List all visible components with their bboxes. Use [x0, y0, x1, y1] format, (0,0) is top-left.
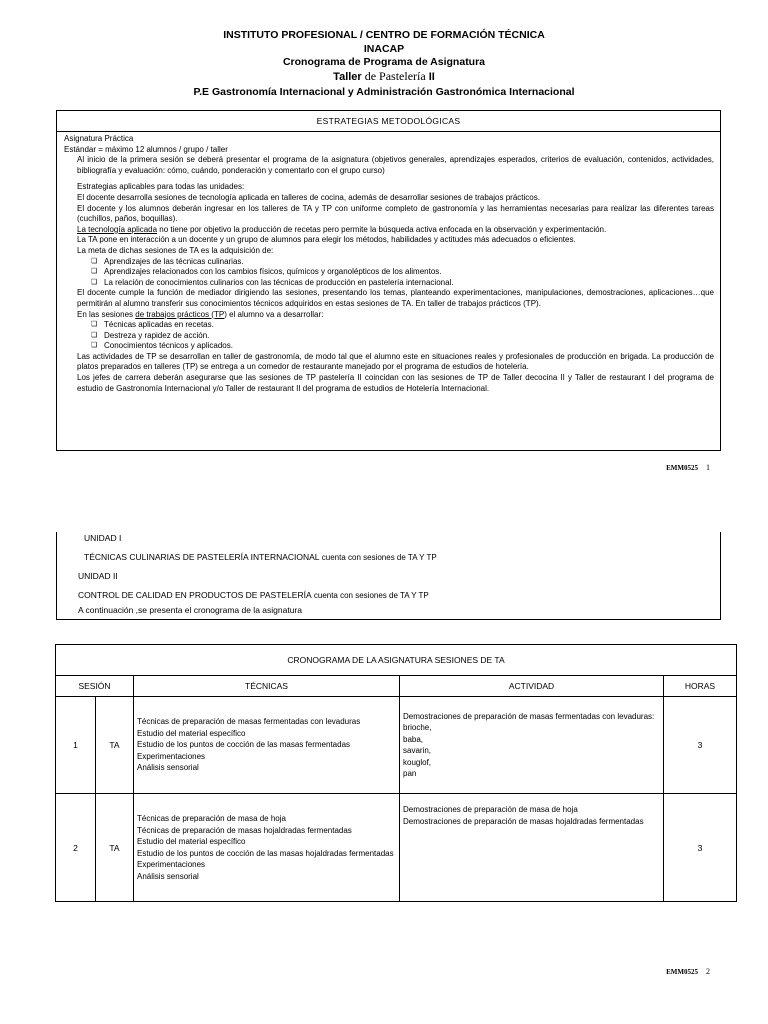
- intro-paragraph: Al inicio de la primera sesión se deberá presentar el programa de la asignatura (objetivos generales, aprendizajes esperados, criterios de evaluación, contenidos, actividades, bibliografía y evaluación: cómo, cuándo, ponderación y comentarlo con el grupo curso): [77, 155, 714, 175]
- activity-item: brioche,: [403, 723, 432, 732]
- technique-item: Estudio del material específico: [137, 837, 246, 846]
- tp-bullet: ❏ Conocimientos técnicos y aplicados.: [77, 341, 714, 352]
- course-title: [0, 69, 768, 84]
- technique-item: Experimentaciones: [137, 751, 206, 761]
- institution-title: INSTITUTO PROFESIONAL / CENTRO DE FORMACIÓN TÉCNICA: [223, 29, 545, 41]
- activity-item: Demostraciones de preparación de masas fermentadas con levaduras:: [403, 711, 655, 721]
- strategies-p8-post: ) el alumno va a desarrollar:: [224, 309, 324, 319]
- strategies-p5: La TA pone en interacción a un docente y un grupo de alumnos para elegir los métodos, habilidades y actitudes más adecuados o eficientes.: [77, 235, 576, 245]
- practical-work-term: de trabajos prácticos (TP: [135, 309, 225, 319]
- subject-type: Asignatura Práctica: [64, 134, 134, 143]
- strategies-p2: El docente desarrolla sesiones de tecnología aplicada en talleres de cocina, además de desarrollar sesiones de trabajos prácticos.: [77, 192, 540, 202]
- techniques-cell: [134, 697, 400, 794]
- technique-item: Estudio de los puntos de cocción de las masas hojaldradas fermentadas: [137, 848, 394, 858]
- strategies-body: [64, 182, 714, 394]
- table-row: [56, 794, 737, 902]
- document-title: Cronograma de Programa de Asignatura: [282, 56, 486, 68]
- continuation-text: A continuación ,se presenta el cronograma de la asignatura: [78, 605, 302, 615]
- schedule-table: [55, 644, 737, 902]
- footer-code: EMM0525: [666, 464, 698, 472]
- activity-item: Demostraciones de preparación de masas hojaldradas fermentadas: [403, 816, 644, 826]
- activity-item: pan: [403, 769, 417, 778]
- techniques-cell: [134, 794, 400, 902]
- schedule-title-row: [56, 645, 737, 676]
- session-type: TA: [96, 794, 134, 902]
- strategies-box: [56, 110, 721, 451]
- hours-value: 3: [664, 697, 737, 794]
- units-box: [56, 532, 721, 620]
- page-footer-1: [666, 463, 710, 472]
- activity-cell: [400, 697, 664, 794]
- session-number: 1: [56, 697, 96, 794]
- strategies-p4: [77, 225, 714, 236]
- page-footer-2: [666, 967, 710, 976]
- footer-page-number: 2: [706, 967, 710, 976]
- strategies-p8: [77, 310, 714, 321]
- tp-bullet: ❏ Destreza y rapidez de acción.: [77, 331, 714, 342]
- ta-bullet: ❏ La relación de conocimientos culinarios con las técnicas de producción en pastelería internacional.: [77, 278, 714, 289]
- strategies-p7: El docente cumple la función de mediador dirigiendo las sesiones, presentando los temas, planteando experimentaciones, manipulaciones, demostraciones, aplicaciones…que permitirán al alumno transferir sus conocimientos técnicos adquiridos en estas sesiones de TA. En taller de trabajos prácticos (TP).: [77, 288, 714, 308]
- technique-item: Técnicas de preparación de masa de hoja: [137, 814, 286, 823]
- activity-item: Demostraciones de preparación de masa de hoja: [403, 805, 578, 814]
- strategies-p4-rest: no tiene por objetivo la producción de recetas pero permite la búsqueda activa enfocada en la observación y experimentación.: [157, 224, 607, 234]
- technique-item: Análisis sensorial: [137, 763, 199, 773]
- activity-cell: [400, 794, 664, 902]
- technique-item: Análisis sensorial: [137, 871, 199, 881]
- course-title-suffix: II: [428, 71, 435, 83]
- unit-2-description: [78, 590, 429, 600]
- col-header-sesion: SESIÓN: [56, 676, 134, 697]
- activity-item: baba,: [403, 734, 424, 744]
- col-header-horas: HORAS: [664, 676, 737, 697]
- session-number: 2: [56, 794, 96, 902]
- strategies-p10: Los jefes de carrera deberán asegurarse que las sesiones de TP pastelería II coincidan con las sesiones de TP de Taller decocina II y Taller de restaurant I del programa de estudio de Gastronomía Internacional y/o Taller de restaurant II del programa de estudios de Hotelería Internacional.: [77, 373, 714, 393]
- strategies-content: [57, 132, 720, 394]
- unit-1-suffix: cuenta con sesiones de TA Y TP: [319, 553, 437, 562]
- course-title-main: de Pastelería: [364, 69, 426, 83]
- applied-technology-term: La tecnología aplicada: [77, 224, 158, 234]
- tp-bullet: ❏ Técnicas aplicadas en recetas.: [77, 320, 714, 331]
- unit-1-description: [84, 552, 437, 562]
- strategies-p6: La meta de dichas sesiones de TA es la adquisición de:: [77, 245, 274, 255]
- ta-bullet: ❏ Aprendizajes relacionados con los cambios físicos, químicos y organolépticos de los alimentos.: [77, 267, 714, 278]
- footer-code: EMM0525: [666, 968, 698, 976]
- technique-item: Técnicas de preparación de masas hojaldradas fermentadas: [137, 825, 352, 835]
- unit-2-label: UNIDAD II: [78, 571, 118, 581]
- unit-1-label: UNIDAD I: [84, 533, 122, 543]
- unit-1-title: TÉCNICAS CULINARIAS DE PASTELERÍA INTERNACIONAL: [84, 552, 320, 562]
- strategies-p9: Las actividades de TP se desarrollan en taller de gastronomía, de modo tal que el alumno este en situaciones reales y profesionales de producción en brigada. La producción de platos preparados en talleres (TP) se entrega a un comedor de restaurante manejado por el programa de estudios de hotelería.: [77, 351, 714, 372]
- strategies-p3: El docente y los alumnos deberán ingresar en los talleres de TA y TP con uniforme completo de gastronomía y las herramientas necesarias para realizar las diferentes tareas (cuchillos, paños, boquillas).: [77, 203, 714, 224]
- activity-item: kouglof,: [403, 757, 432, 767]
- session-type: TA: [96, 697, 134, 794]
- col-header-tecnicas: TÉCNICAS: [134, 676, 400, 697]
- schedule-title: CRONOGRAMA DE LA ASIGNATURA SESIONES DE TA: [56, 645, 737, 676]
- technique-item: Experimentaciones: [137, 860, 206, 869]
- hours-value: 3: [664, 794, 737, 902]
- unit-2-suffix: cuenta con sesiones de TA Y TP: [311, 591, 429, 600]
- course-title-prefix: Taller: [333, 71, 362, 83]
- technique-item: Estudio del material específico: [137, 728, 246, 738]
- strategies-title: ESTRATEGIAS METODOLÓGICAS: [57, 111, 720, 132]
- col-header-actividad: ACTIVIDAD: [400, 676, 664, 697]
- program-title: P.E Gastronomía Internacional y Administración Gastronómica Internacional: [193, 86, 575, 98]
- strategies-p1: Estrategias aplicables para todas las unidades:: [77, 182, 245, 192]
- strategies-p8-pre: En las sesiones: [77, 309, 136, 319]
- ta-bullet: ❏ Aprendizajes de las técnicas culinarias.: [77, 257, 714, 268]
- technique-item: Técnicas de preparación de masas fermentadas con levaduras: [137, 717, 361, 727]
- footer-page-number: 1: [706, 463, 710, 472]
- institution-name: INACAP: [363, 43, 405, 55]
- standard-line: Estándar = máximo 12 alumnos / grupo / taller: [64, 144, 228, 154]
- table-row: [56, 697, 737, 794]
- technique-item: Estudio de los puntos de cocción de las masas fermentadas: [137, 740, 351, 750]
- activity-item: savarin,: [403, 746, 432, 755]
- unit-2-title: CONTROL DE CALIDAD EN PRODUCTOS DE PASTELERÍA: [78, 590, 312, 600]
- schedule-header-row: [56, 676, 737, 697]
